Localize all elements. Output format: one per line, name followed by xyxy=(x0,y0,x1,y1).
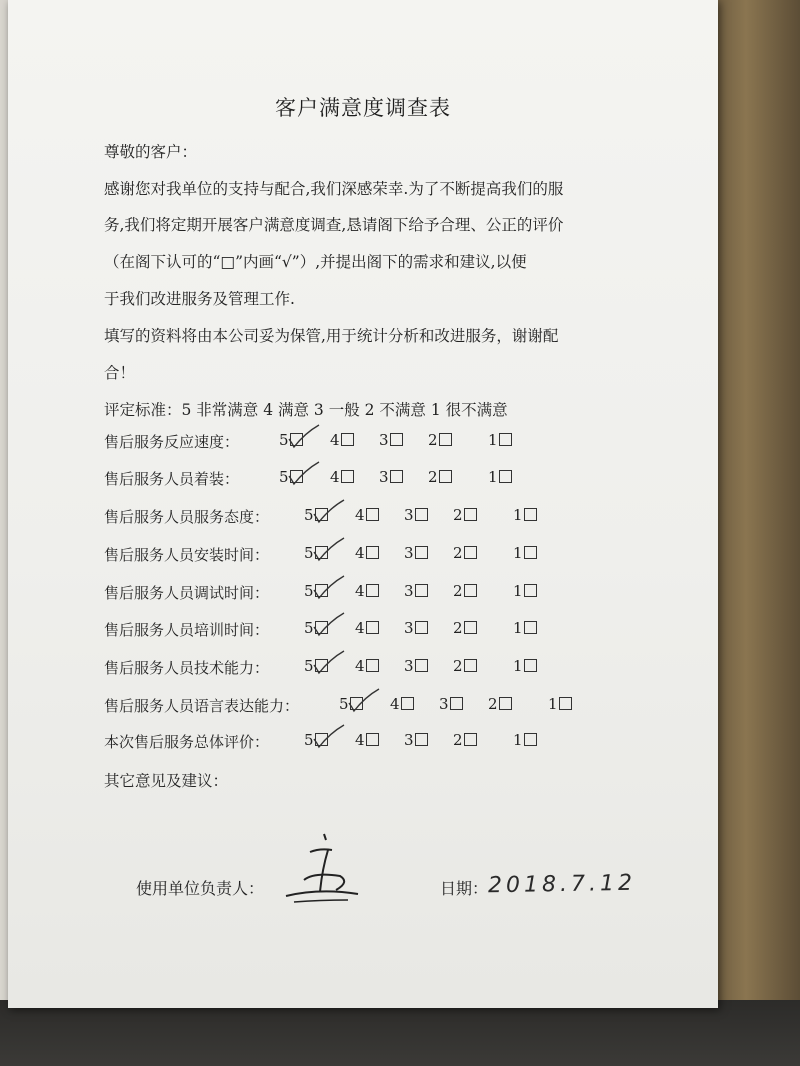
rating-option-number: 5 xyxy=(339,695,349,713)
intro-line-5: 填写的资料将由本公司妥为保管,用于统计分析和改进服务，谢谢配 xyxy=(104,327,559,345)
rating-option-number: 5 xyxy=(304,657,314,675)
rating-option-number: 4 xyxy=(355,544,365,562)
rating-option-number: 2 xyxy=(428,468,438,486)
rating-option-number: 4 xyxy=(355,582,365,600)
intro-line-6: 合！ xyxy=(104,364,136,382)
rating-option-1[interactable] xyxy=(548,695,572,713)
rating-option-number: 1 xyxy=(513,731,523,749)
checkbox[interactable] xyxy=(439,470,452,483)
checkbox[interactable] xyxy=(366,733,379,746)
rating-option-3[interactable] xyxy=(404,582,428,600)
checkbox[interactable] xyxy=(464,659,477,672)
checkbox[interactable] xyxy=(366,584,379,597)
rating-option-number: 5 xyxy=(304,619,314,637)
suggestions-label: 其它意见及建议： xyxy=(104,772,229,790)
rating-option-number: 2 xyxy=(428,431,438,449)
signature-scribble xyxy=(280,830,370,910)
rating-option-3[interactable] xyxy=(404,506,428,524)
checkbox[interactable] xyxy=(415,508,428,521)
checkmark-icon xyxy=(343,687,383,717)
checkbox[interactable] xyxy=(390,433,403,446)
rating-option-number: 4 xyxy=(330,431,340,449)
rating-option-number: 4 xyxy=(355,657,365,675)
checkmark-icon xyxy=(308,649,348,679)
date-handwritten: 2018.7.12 xyxy=(487,870,637,899)
rating-option-5[interactable] xyxy=(339,695,363,713)
intro-line-4: 于我们改进服务及管理工作. xyxy=(104,290,295,308)
rating-option-number: 5 xyxy=(304,506,314,524)
checkbox[interactable] xyxy=(464,733,477,746)
rating-option-number: 3 xyxy=(404,544,414,562)
rating-option-3[interactable] xyxy=(439,695,463,713)
rating-option-4[interactable] xyxy=(355,657,379,675)
rating-option-number: 4 xyxy=(355,731,365,749)
rating-option-2[interactable] xyxy=(453,506,477,524)
checkmark-icon xyxy=(283,460,323,490)
rating-option-2[interactable] xyxy=(428,468,452,486)
greeting: 尊敬的客户： xyxy=(104,143,198,161)
checkbox[interactable] xyxy=(524,659,537,672)
rating-option-1[interactable] xyxy=(513,619,537,637)
rating-option-number: 5 xyxy=(304,544,314,562)
rating-option-2[interactable] xyxy=(453,731,477,749)
rating-option-number: 4 xyxy=(330,468,340,486)
rating-option-number: 2 xyxy=(453,619,463,637)
rating-option-number: 5 xyxy=(304,731,314,749)
checkbox[interactable] xyxy=(464,584,477,597)
checkbox[interactable] xyxy=(439,433,452,446)
rating-option-number: 4 xyxy=(355,506,365,524)
rating-option-number: 1 xyxy=(513,619,523,637)
rating-option-number: 1 xyxy=(488,468,498,486)
checkbox[interactable] xyxy=(464,508,477,521)
rating-option-2[interactable] xyxy=(453,619,477,637)
rating-option-number: 1 xyxy=(513,582,523,600)
checkbox[interactable] xyxy=(366,621,379,634)
checkbox[interactable] xyxy=(559,697,572,710)
rating-option-number: 3 xyxy=(404,582,414,600)
rating-option-number: 4 xyxy=(355,619,365,637)
rating-option-4[interactable] xyxy=(355,506,379,524)
rating-option-1[interactable] xyxy=(513,506,537,524)
rating-row-label: 本次售后服务总体评价： xyxy=(104,733,270,751)
checkmark-icon xyxy=(308,498,348,528)
rating-option-4[interactable] xyxy=(355,731,379,749)
rating-option-number: 2 xyxy=(453,506,463,524)
rating-option-5[interactable] xyxy=(304,657,328,675)
rating-option-number: 2 xyxy=(453,657,463,675)
rating-option-3[interactable] xyxy=(379,431,403,449)
intro-line-3: （在阁下认可的“□”内画“√”）,并提出阁下的需求和建议,以便 xyxy=(104,253,527,271)
rating-row-label: 售后服务人员调试时间： xyxy=(104,584,270,602)
rating-option-number: 3 xyxy=(379,468,389,486)
rating-row-label: 售后服务人员服务态度： xyxy=(104,508,270,526)
rating-option-3[interactable] xyxy=(404,619,428,637)
checkbox[interactable] xyxy=(415,584,428,597)
rating-option-4[interactable] xyxy=(355,544,379,562)
rating-option-3[interactable] xyxy=(404,544,428,562)
rating-option-5[interactable] xyxy=(304,731,328,749)
rating-option-number: 2 xyxy=(453,582,463,600)
rating-option-number: 3 xyxy=(379,431,389,449)
rating-row-label: 售后服务人员安装时间： xyxy=(104,546,270,564)
rating-option-number: 1 xyxy=(513,544,523,562)
rating-option-number: 1 xyxy=(488,431,498,449)
rating-option-4[interactable] xyxy=(330,431,354,449)
checkmark-icon xyxy=(283,423,323,453)
rating-option-1[interactable] xyxy=(513,731,537,749)
rating-option-3[interactable] xyxy=(379,468,403,486)
rating-option-number: 1 xyxy=(548,695,558,713)
rating-option-4[interactable] xyxy=(330,468,354,486)
checkbox[interactable] xyxy=(524,584,537,597)
checkbox[interactable] xyxy=(341,470,354,483)
checkbox[interactable] xyxy=(524,508,537,521)
rating-option-5[interactable] xyxy=(304,582,328,600)
rating-option-number: 3 xyxy=(404,619,414,637)
rating-row-label: 售后服务人员着装： xyxy=(104,470,240,488)
rating-option-5[interactable] xyxy=(279,431,303,449)
rating-row-label: 售后服务人员语言表达能力： xyxy=(104,697,300,715)
rating-option-number: 3 xyxy=(404,506,414,524)
rating-option-number: 1 xyxy=(513,506,523,524)
rating-option-5[interactable] xyxy=(304,544,328,562)
checkmark-icon xyxy=(308,611,348,641)
rating-option-2[interactable] xyxy=(453,544,477,562)
rating-option-2[interactable] xyxy=(453,582,477,600)
rating-option-2[interactable] xyxy=(428,431,452,449)
checkbox[interactable] xyxy=(524,621,537,634)
rating-option-2[interactable] xyxy=(453,657,477,675)
checkbox[interactable] xyxy=(499,470,512,483)
background-floor xyxy=(0,1000,800,1066)
document-title: 客户满意度调查表 xyxy=(275,96,451,120)
rating-criteria: 评定标准：5 非常满意 4 满意 3 一般 2 不满意 1 很不满意 xyxy=(104,401,508,419)
rating-option-5[interactable] xyxy=(304,506,328,524)
rating-row-label: 售后服务反应速度： xyxy=(104,433,240,451)
checkbox[interactable] xyxy=(450,697,463,710)
rating-row-label: 售后服务人员技术能力： xyxy=(104,659,270,677)
rating-option-number: 2 xyxy=(453,544,463,562)
checkbox[interactable] xyxy=(524,733,537,746)
rating-option-number: 3 xyxy=(404,657,414,675)
intro-line-1: 感谢您对我单位的支持与配合,我们深感荣幸.为了不断提高我们的服 xyxy=(104,180,564,198)
checkbox[interactable] xyxy=(366,508,379,521)
rating-option-number: 5 xyxy=(279,431,289,449)
date-label: 日期： xyxy=(440,879,489,898)
survey-paper xyxy=(8,0,718,1008)
rating-option-5[interactable] xyxy=(304,619,328,637)
rating-option-number: 1 xyxy=(513,657,523,675)
checkmark-icon xyxy=(308,723,348,753)
checkbox[interactable] xyxy=(499,697,512,710)
checkbox[interactable] xyxy=(390,470,403,483)
checkbox[interactable] xyxy=(366,546,379,559)
checkbox[interactable] xyxy=(366,659,379,672)
checkbox[interactable] xyxy=(401,697,414,710)
rating-option-number: 2 xyxy=(453,731,463,749)
rating-option-1[interactable] xyxy=(488,431,512,449)
checkbox[interactable] xyxy=(415,733,428,746)
checkmark-icon xyxy=(308,574,348,604)
rating-option-4[interactable] xyxy=(390,695,414,713)
checkmark-icon xyxy=(308,536,348,566)
checkbox[interactable] xyxy=(415,621,428,634)
rating-option-number: 2 xyxy=(488,695,498,713)
rating-option-3[interactable] xyxy=(404,657,428,675)
background-wood-edge xyxy=(710,0,800,1066)
rating-option-1[interactable] xyxy=(513,657,537,675)
checkbox[interactable] xyxy=(415,546,428,559)
rating-option-1[interactable] xyxy=(513,582,537,600)
checkbox[interactable] xyxy=(464,621,477,634)
checkbox[interactable] xyxy=(464,546,477,559)
rating-option-number: 4 xyxy=(390,695,400,713)
signer-label: 使用单位负责人： xyxy=(136,879,265,898)
intro-line-2: 务,我们将定期开展客户满意度调查,恳请阁下给予合理、公正的评价 xyxy=(104,216,564,234)
checkbox[interactable] xyxy=(524,546,537,559)
rating-option-number: 5 xyxy=(304,582,314,600)
rating-row-label: 售后服务人员培训时间： xyxy=(104,621,270,639)
checkbox[interactable] xyxy=(499,433,512,446)
rating-option-number: 3 xyxy=(439,695,449,713)
rating-option-3[interactable] xyxy=(404,731,428,749)
rating-option-1[interactable] xyxy=(488,468,512,486)
rating-option-2[interactable] xyxy=(488,695,512,713)
rating-option-5[interactable] xyxy=(279,468,303,486)
rating-option-1[interactable] xyxy=(513,544,537,562)
rating-option-4[interactable] xyxy=(355,619,379,637)
rating-option-number: 5 xyxy=(279,468,289,486)
checkbox[interactable] xyxy=(415,659,428,672)
rating-option-number: 3 xyxy=(404,731,414,749)
checkbox[interactable] xyxy=(341,433,354,446)
rating-option-4[interactable] xyxy=(355,582,379,600)
